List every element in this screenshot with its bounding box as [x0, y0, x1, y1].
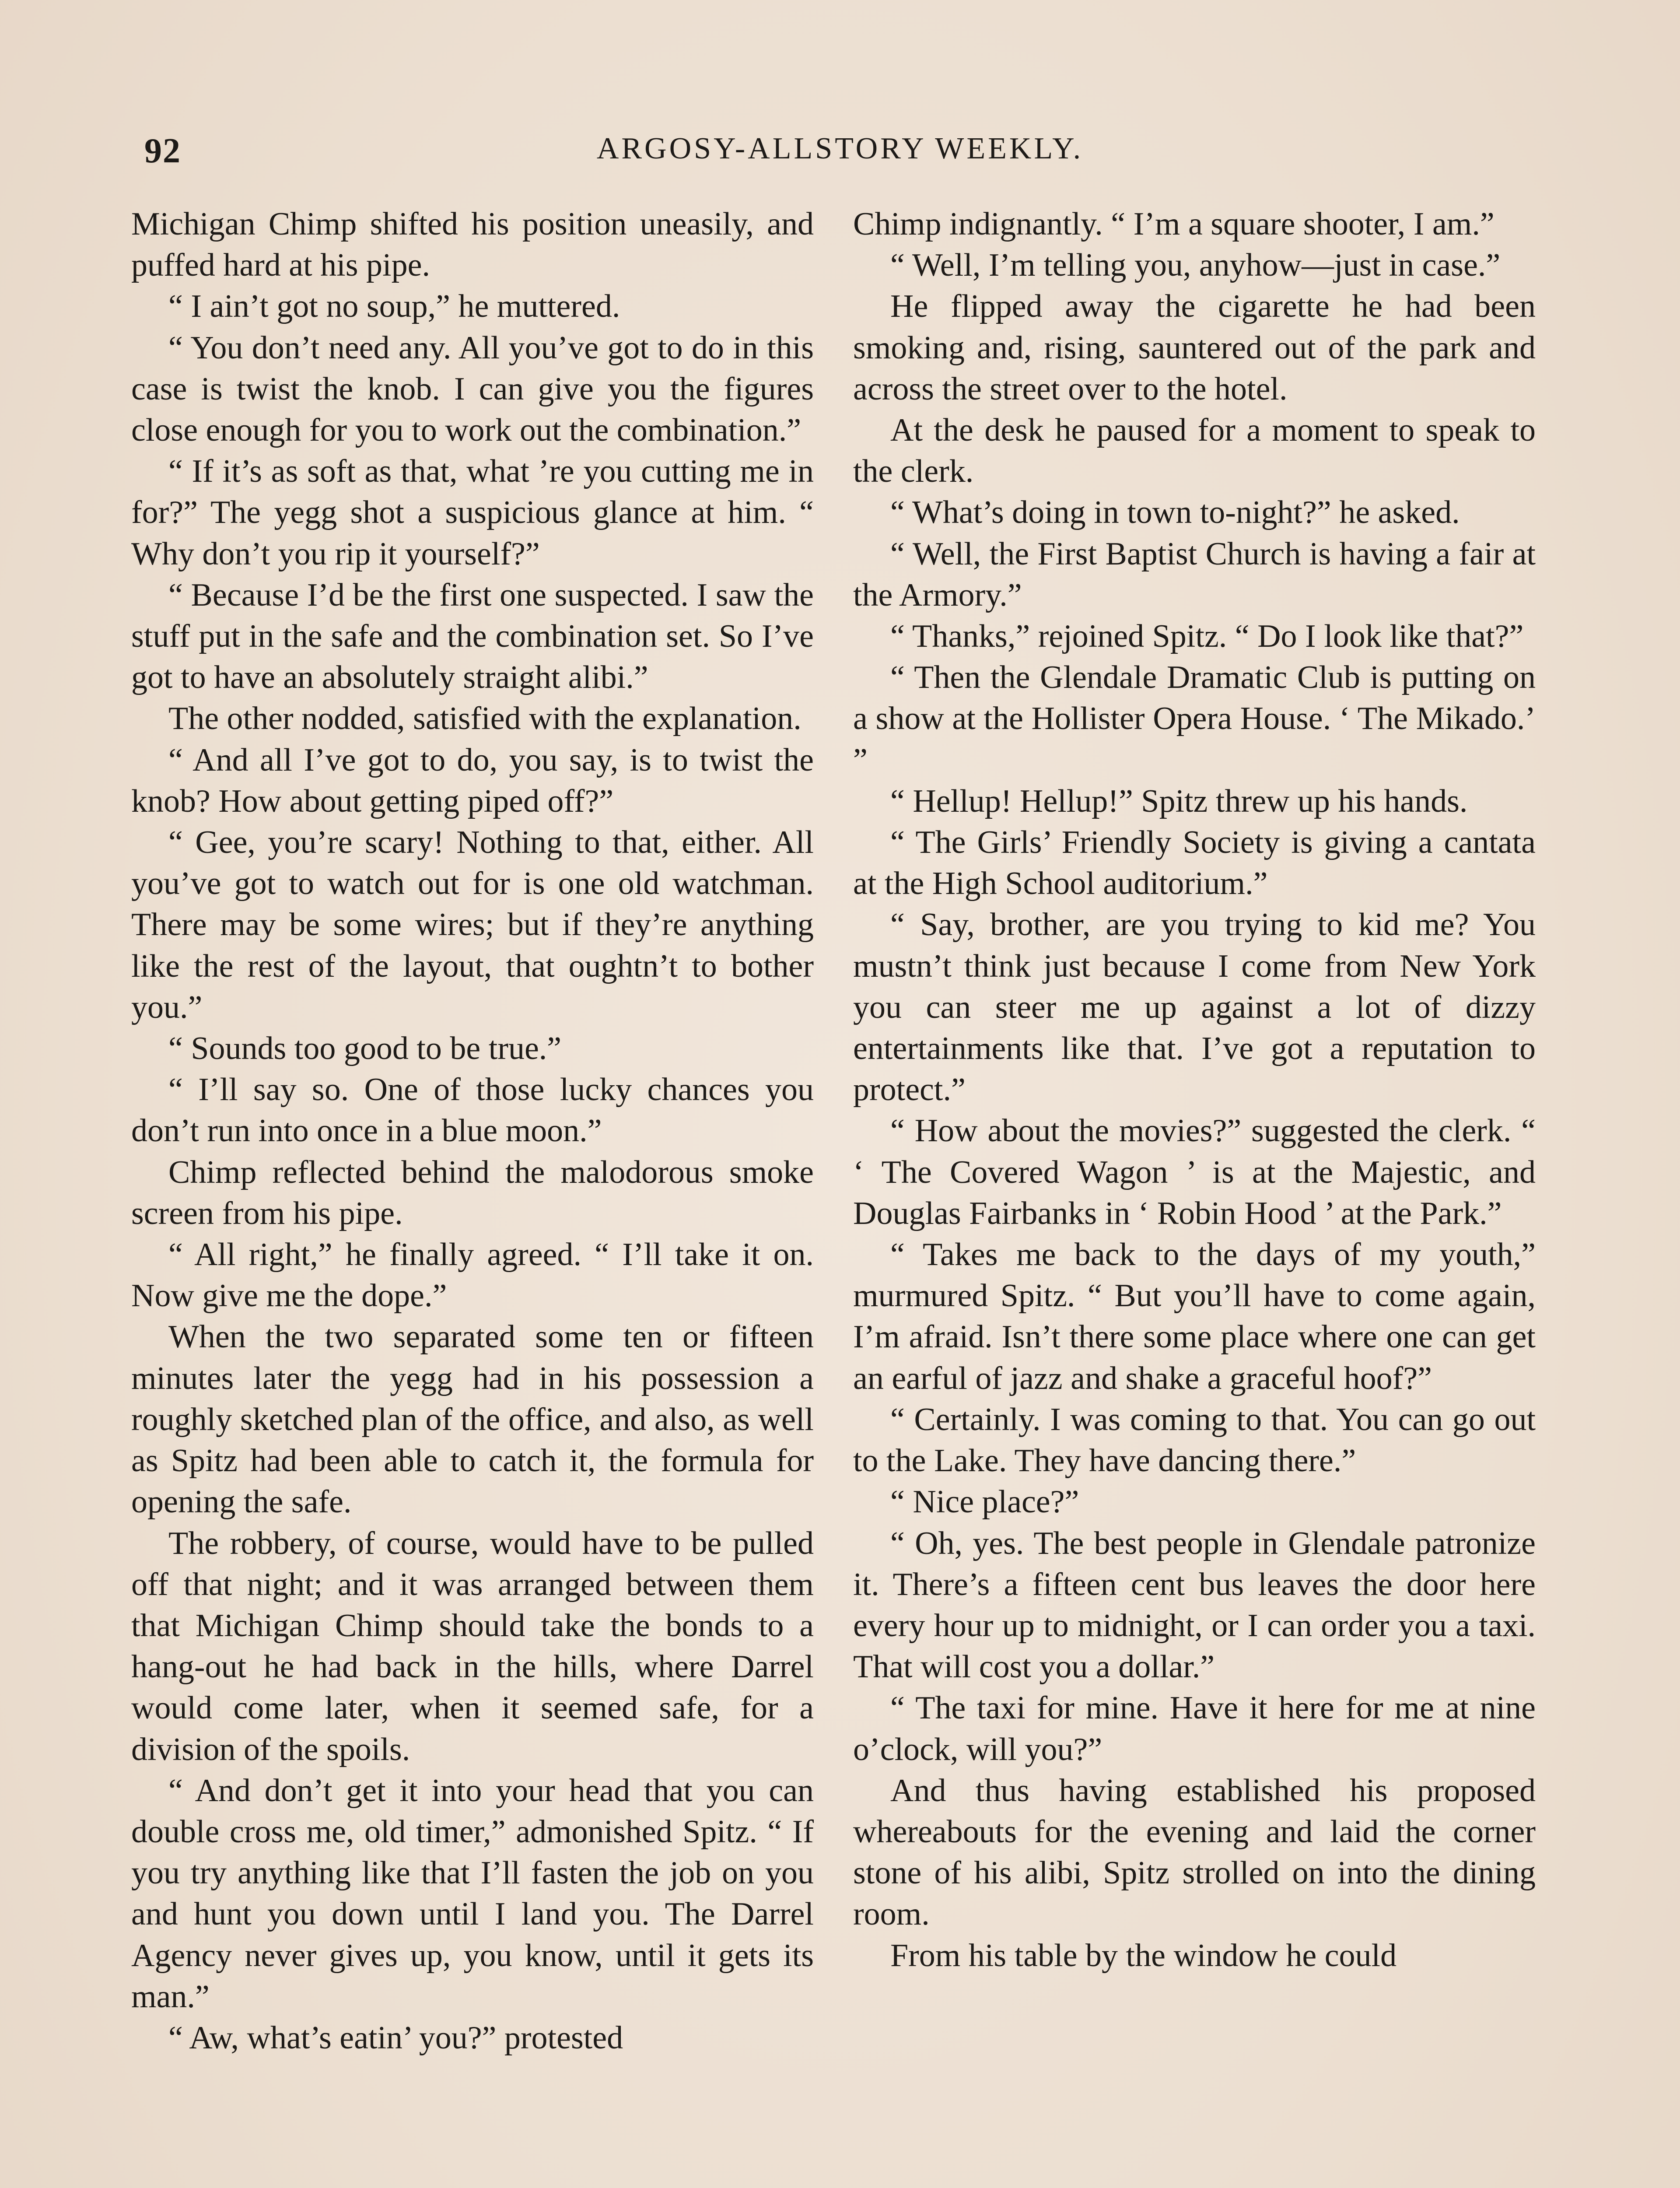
paragraph: “ Well, the First Baptist Church is having a fair at the Armory.”: [853, 536, 1536, 613]
paragraph: “ What’s doing in town to-night?” he asked.: [890, 494, 1460, 531]
page-header: [0, 131, 1680, 184]
paragraph: “ Thanks,” rejoined Spitz. “ Do I look like that?”: [890, 618, 1524, 655]
paragraph: “ Takes me back to the days of my youth,” murmured Spitz. “ But you’ll have to come again, I’m afraid. Isn’t there some place where one can get an earful of jazz and shake a graceful hoof?”: [853, 1237, 1536, 1396]
page-number: 92: [144, 132, 181, 170]
paragraph: “ How about the movies?” suggested the clerk. “ ‘ The Covered Wagon ’ is at the Majestic, and Douglas Fairbanks in ‘ Robin Hood ’ at the Park.”: [853, 1113, 1536, 1231]
paragraph: “ The taxi for mine. Have it here for me at nine o’clock, will you?”: [853, 1690, 1536, 1767]
paragraph: “ I ain’t got no soup,” he muttered.: [168, 288, 620, 325]
paragraph: He flipped away the cigarette he had been smoking and, rising, sauntered out of the park and across the street over to the hotel.: [853, 288, 1536, 407]
paragraph: “ Hellup! Hellup!” Spitz threw up his hands.: [890, 783, 1468, 819]
paragraph: From his table by the window he could: [890, 1937, 1397, 1974]
running-head: ARGOSY-ALLSTORY WEEKLY.: [596, 132, 1084, 165]
paragraph: “ I’ll say so. One of those lucky chances you don’t run into once in a blue moon.”: [131, 1072, 814, 1149]
paragraph: “ And don’t get it into your head that you can double cross me, old timer,” admonished Spitz. “ If you try anything like that I’ll fasten the job on you and hunt you down until I land you. The Darrel Agency never gives up, you know, until it gets its man.”: [131, 1772, 814, 2015]
paragraph: Michigan Chimp shifted his position uneasily, and puffed hard at his pipe.: [131, 206, 814, 284]
paragraph: The other nodded, satisfied with the explanation.: [168, 701, 802, 737]
paragraph: “ Gee, you’re scary! Nothing to that, either. All you’ve got to watch out for is one old watchman. There may be some wires; but if they’re anything like the rest of the layout, that oughtn’t to bother you.”: [131, 824, 814, 1025]
paragraph: “ Aw, what’s eatin’ you?” protested: [168, 2020, 623, 2056]
paragraph: “ Say, brother, are you trying to kid me? You mustn’t think just because I come from New York you can steer me up against a lot of dizzy entertainments like that. I’ve got a reputation to protect.”: [853, 907, 1536, 1108]
paragraph: At the desk he paused for a moment to speak to the clerk.: [853, 412, 1536, 490]
paragraph: Chimp reflected behind the malodorous smoke screen from his pipe.: [131, 1154, 814, 1231]
paragraph: “ Sounds too good to be true.”: [168, 1031, 562, 1067]
paragraph: “ Then the Glendale Dramatic Club is putting on a show at the Hollister Opera House. ‘ The Mikado.’ ”: [853, 659, 1536, 778]
paragraph: “ The Girls’ Friendly Society is giving a cantata at the High School auditorium.”: [853, 824, 1536, 902]
paragraph: “ Certainly. I was coming to that. You can go out to the Lake. They have dancing there.”: [853, 1401, 1536, 1479]
left-column: [131, 203, 814, 2058]
paragraph: “ And all I’ve got to do, you say, is to twist the knob? How about getting piped off?”: [131, 742, 814, 819]
paragraph: “ Nice place?”: [890, 1484, 1079, 1520]
paragraph: “ If it’s as soft as that, what ’re you cutting me in for?” The yegg shot a suspicious glance at him. “ Why don’t you rip it yourself?”: [131, 453, 814, 572]
paragraph: “ You don’t need any. All you’ve got to do in this case is twist the knob. I can give you the figures close enough for you to work out the combination.”: [131, 330, 814, 449]
paragraph: “ Well, I’m telling you, anyhow—just in case.”: [890, 247, 1501, 284]
paragraph: “ All right,” he finally agreed. “ I’ll take it on. Now give me the dope.”: [131, 1237, 814, 1314]
paragraph: And thus having established his proposed whereabouts for the evening and laid the corner stone of his alibi, Spitz strolled on into the dining room.: [853, 1772, 1536, 1932]
paragraph: Chimp indignantly. “ I’m a square shooter, I am.”: [853, 206, 1494, 242]
paragraph: “ Because I’d be the first one suspected. I saw the stuff put in the safe and the combination set. So I’ve got to have an absolutely straight alibi.”: [131, 577, 814, 696]
paragraph: The robbery, of course, would have to be pulled off that night; and it was arranged between them that Michigan Chimp should take the bonds to a hang-out he had back in the hills, where Darrel would come later, when it seemed safe, for a division of the spoils.: [131, 1525, 814, 1767]
right-column: [853, 203, 1536, 1976]
paragraph: “ Oh, yes. The best people in Glendale patronize it. There’s a fifteen cent bus leaves the door here every hour up to midnight, or I can order you a taxi. That will cost you a dollar.”: [853, 1525, 1536, 1685]
paragraph: When the two separated some ten or fifteen minutes later the yegg had in his possession a roughly sketched plan of the office, and also, as well as Spitz had been able to catch it, the formula for opening the safe.: [131, 1319, 814, 1520]
